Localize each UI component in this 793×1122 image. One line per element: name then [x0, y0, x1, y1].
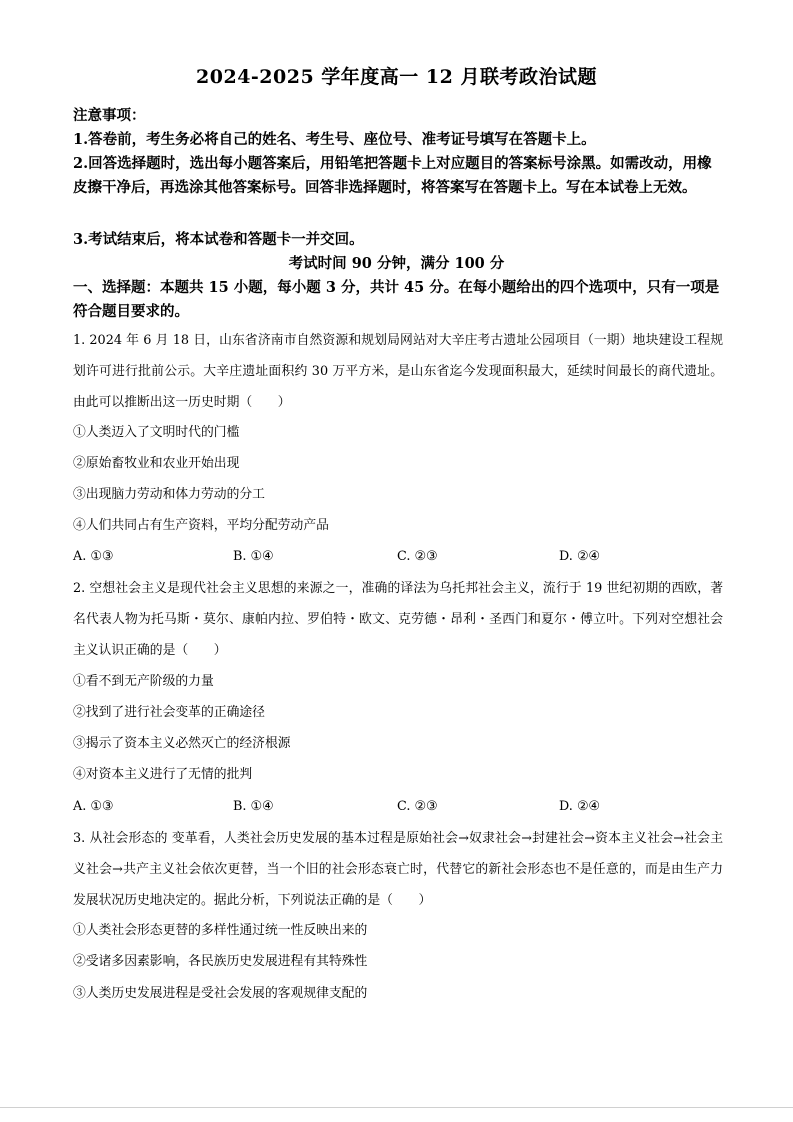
- question-3-option-2: ②受诸多因素影响，各民族历史发展进程有其特殊性: [73, 954, 368, 969]
- question-1-stem: 1. 2024 年 6 月 18 日，山东省济南市自然资源和规划局网站对大辛庄考古遗址公园项目（一期）地块建设工程规划许可进行批前公示。大辛庄遗址面积约 30 万平方米，是山东省迄今发现面积最大，延续时间最长的商代遗址。由此可以推断出这一历史时期（ ）: [73, 333, 723, 410]
- question-2-option-3: ③揭示了资本主义必然灭亡的经济根源: [73, 736, 291, 751]
- notice-item-1: 1.答卷前，考生务必将自己的姓名、考生号、座位号、准考证号填写在答题卡上。: [73, 131, 596, 148]
- question-1-option-3: ③出现脑力劳动和体力劳动的分工: [73, 487, 265, 502]
- question-2-stem: 2. 空想社会主义是现代社会主义思想的来源之一，准确的译法为乌托邦社会主义，流行于 19 世纪初期的西欧，著名代表人物为托马斯・莫尔、康帕内拉、罗伯特・欧文、克劳德・昂利・圣西门和夏尔・傅立叶。下列对空想社会主义认识正确的是（ ）: [73, 581, 723, 658]
- exam-time-info: 考试时间 90 分钟，满分 100 分: [288, 255, 505, 272]
- question-1-choice-a: A. ①③: [73, 549, 114, 564]
- question-2-choice-b: B. ①④: [233, 799, 274, 814]
- question-2-option-2: ②找到了进行社会变革的正确途径: [73, 705, 265, 720]
- question-3-option-1: ①人类社会形态更替的多样性通过统一性反映出来的: [73, 923, 368, 938]
- question-2-option-1: ①看不到无产阶级的力量: [73, 674, 214, 689]
- question-1-option-4: ④人们共同占有生产资料，平均分配劳动产品: [73, 518, 329, 533]
- question-2-choice-d: D. ②④: [559, 799, 600, 814]
- question-1-option-2: ②原始畜牧业和农业开始出现: [73, 456, 240, 471]
- question-3-stem: 3. 从社会形态的 变革看，人类社会历史发展的基本过程是原始社会→奴隶社会→封建社会→资本主义社会→社会主义社会→共产主义社会依次更替，当一个旧的社会形态衰亡时，代替它的新社会形态也不是任意的，而是由生产力发展状况历史地决定的。据此分析，下列说法正确的是（ ）: [73, 831, 723, 908]
- question-1-choice-b: B. ①④: [233, 549, 274, 564]
- question-2-option-4: ④对资本主义进行了无情的批判: [73, 767, 253, 782]
- question-1-option-1: ①人类迈入了文明时代的门槛: [73, 425, 240, 440]
- question-2-choice-a: A. ①③: [73, 799, 114, 814]
- question-1-choice-d: D. ②④: [559, 549, 600, 564]
- section-heading: 一、选择题：本题共 15 小题，每小题 3 分，共计 45 分。在每小题给出的四个选项中，只有一项是符合题目要求的。: [73, 279, 720, 320]
- page-title: 2024-2025 学年度高一 12 月联考政治试题: [196, 66, 597, 88]
- page-bottom-rule: [0, 1107, 793, 1108]
- notice-item-2: 2.回答选择题时，选出每小题答案后，用铅笔把答题卡上对应题目的答案标号涂黑。如需改动，用橡皮擦干净后，再选涂其他答案标号。回答非选择题时，将答案写在答题卡上。写在本试卷上无效。: [73, 155, 712, 196]
- notice-heading: 注意事项：: [73, 107, 146, 124]
- question-1-choice-c: C. ②③: [397, 549, 438, 564]
- question-2-choice-c: C. ②③: [397, 799, 438, 814]
- notice-item-3: 3.考试结束后，将本试卷和答题卡一并交回。: [73, 231, 364, 248]
- question-3-option-3: ③人类历史发展进程是受社会发展的客观规律支配的: [73, 986, 368, 1001]
